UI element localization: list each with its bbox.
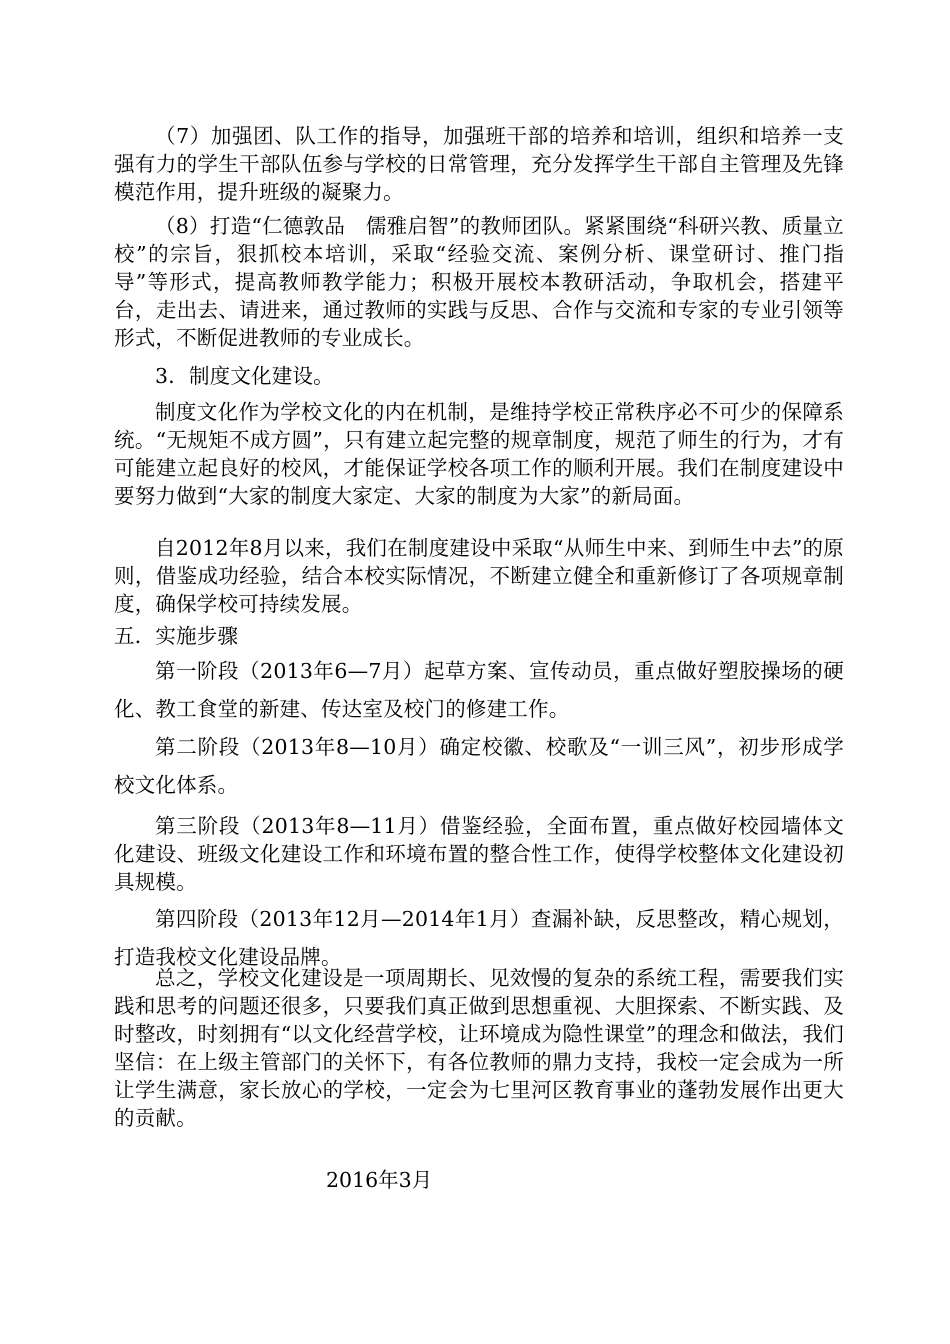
paragraph-stage-3: 第三阶段（2013年8—11月）借鉴经验，全面布置，重点做好校园墙体文化建设、班级文化建设工作和环境布置的整合性工作，使得学校整体文化建设初具规模。 — [114, 814, 844, 894]
paragraph-item-7: （7）加强团、队工作的指导，加强班干部的培养和培训，组织和培养一支强有力的学生干部队伍参与学校的日常管理，充分发挥学生干部自主管理及先锋模范作用，提升班级的凝聚力。 — [114, 124, 844, 204]
paragraph-institution-culture: 制度文化作为学校文化的内在机制，是维持学校正常秩序必不可少的保障系统。“无规矩不成方圆”，只有建立起完整的规章制度，规范了师生的行为，才有可能建立起良好的校风，才能保证学校各项工作的顺利开展。我们在制度建设中要努力做到“大家的制度大家定、大家的制度为大家”的新局面。 — [114, 400, 844, 508]
document-date: 2016年3月 — [326, 1168, 433, 1192]
section-heading-implementation-steps: 五．实施步骤 — [114, 624, 239, 648]
paragraph-stage-4: 第四阶段（2013年12月—2014年1月）查漏补缺，反思整改，精心规划，打造我校文化建设品牌。 — [114, 907, 844, 969]
paragraph-conclusion: 总之，学校文化建设是一项周期长、见效慢的复杂的系统工程，需要我们实践和思考的问题还很多，只要我们真正做到思想重视、大胆探索、不断实践、及时整改，时刻拥有“以文化经营学校，让环境成为隐性课堂”的理念和做法，我们坚信：在上级主管部门的关怀下，有各位教师的鼎力支持，我校一定会成为一所让学生满意，家长放心的学校，一定会为七里河区教育事业的蓬勃发展作出更大的贡献。 — [114, 966, 844, 1130]
paragraph-stage-2: 第二阶段（2013年8—10月）确定校徽、校歌及“一训三风”，初步形成学校文化体系。 — [114, 735, 844, 797]
section-heading-institution-culture: 3．制度文化建设。 — [155, 364, 334, 388]
paragraph-since-2012: 自2012年8月以来，我们在制度建设中采取“从师生中来、到师生中去”的原则，借鉴成功经验，结合本校实际情况，不断建立健全和重新修订了各项规章制度，确保学校可持续发展。 — [114, 536, 844, 616]
paragraph-stage-1: 第一阶段（2013年6—7月）起草方案、宣传动员，重点做好塑胶操场的硬化、教工食堂的新建、传达室及校门的修建工作。 — [114, 659, 844, 721]
paragraph-item-8: （8）打造“仁德敦品 儒雅启智”的教师团队。紧紧围绕“科研兴教、质量立校”的宗旨，狠抓校本培训，采取“经验交流、案例分析、课堂研讨、推门指导”等形式，提高教师教学能力；积极开展校本教研活动，争取机会，搭建平台，走出去、请进来，通过教师的实践与反思、合作与交流和专家的专业引领等形式，不断促进教师的专业成长。 — [114, 214, 844, 350]
